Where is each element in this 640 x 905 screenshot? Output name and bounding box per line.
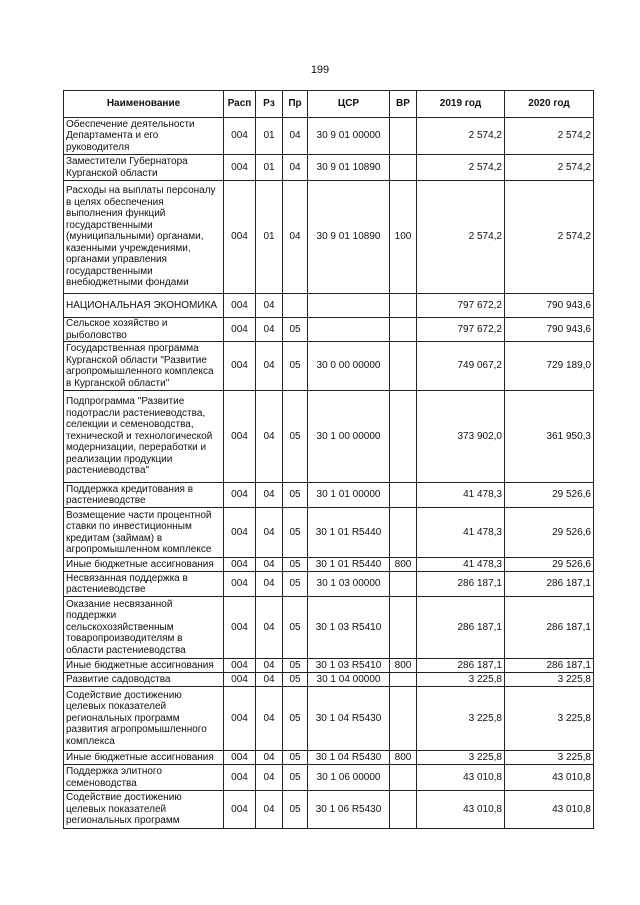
table-row: [64, 572, 594, 597]
row-2020: 3 225,8: [505, 673, 594, 687]
row-2020: 2 574,2: [505, 118, 594, 155]
table-row: [64, 558, 594, 572]
row-name: Сельское хозяйство и рыболовство: [64, 318, 224, 342]
row-name: Иные бюджетные ассигнования: [64, 751, 224, 765]
row-rz: 04: [256, 791, 283, 829]
row-2020: 43 010,8: [505, 765, 594, 791]
row-vr: [390, 342, 417, 391]
row-vr: [390, 118, 417, 155]
row-name: Государственная программа Курганской области "Развитие агропромышленного комплекса в Курганской области": [64, 342, 224, 391]
row-2019: 3 225,8: [417, 751, 505, 765]
row-vr: [390, 318, 417, 342]
row-rasp: 004: [224, 659, 256, 673]
row-rasp: 004: [224, 483, 256, 508]
row-vr: [390, 483, 417, 508]
row-rz: 01: [256, 118, 283, 155]
row-csr: 30 1 00 00000: [308, 391, 390, 483]
row-2019: 797 672,2: [417, 318, 505, 342]
row-pr: 05: [283, 508, 308, 558]
row-rasp: 004: [224, 508, 256, 558]
row-2019: 41 478,3: [417, 508, 505, 558]
row-2020: 286 187,1: [505, 659, 594, 673]
row-2019: 749 067,2: [417, 342, 505, 391]
row-2020: 2 574,2: [505, 181, 594, 294]
table-row: [64, 597, 594, 659]
header-rasp: Расп: [224, 91, 256, 118]
row-name: НАЦИОНАЛЬНАЯ ЭКОНОМИКА: [64, 294, 224, 318]
header-rz: Рз: [256, 91, 283, 118]
header-2019: 2019 год: [417, 91, 505, 118]
row-csr: 30 1 01 00000: [308, 483, 390, 508]
table-row: [64, 687, 594, 751]
row-pr: 05: [283, 558, 308, 572]
row-rz: 01: [256, 181, 283, 294]
row-rasp: 004: [224, 765, 256, 791]
row-pr: 05: [283, 765, 308, 791]
row-rasp: 004: [224, 597, 256, 659]
row-name: Иные бюджетные ассигнования: [64, 558, 224, 572]
row-pr: 04: [283, 155, 308, 181]
row-2019: 43 010,8: [417, 791, 505, 829]
row-csr: 30 0 00 00000: [308, 342, 390, 391]
row-vr: 800: [390, 751, 417, 765]
row-2019: 286 187,1: [417, 572, 505, 597]
row-2019: 286 187,1: [417, 659, 505, 673]
row-rasp: 004: [224, 391, 256, 483]
row-rz: 04: [256, 572, 283, 597]
row-2019: 286 187,1: [417, 597, 505, 659]
row-pr: 05: [283, 342, 308, 391]
row-rz: 04: [256, 765, 283, 791]
table-row: [64, 181, 594, 294]
row-vr: [390, 791, 417, 829]
row-csr: 30 1 03 R5410: [308, 597, 390, 659]
row-rz: 04: [256, 659, 283, 673]
row-rasp: 004: [224, 572, 256, 597]
row-pr: 05: [283, 751, 308, 765]
row-rz: 01: [256, 155, 283, 181]
row-rz: 04: [256, 751, 283, 765]
row-name: Обеспечение деятельности Департамента и его руководителя: [64, 118, 224, 155]
row-csr: 30 9 01 00000: [308, 118, 390, 155]
row-2020: 286 187,1: [505, 597, 594, 659]
row-rasp: 004: [224, 558, 256, 572]
row-2019: 41 478,3: [417, 558, 505, 572]
row-2019: 2 574,2: [417, 181, 505, 294]
row-pr: 05: [283, 483, 308, 508]
row-rz: 04: [256, 687, 283, 751]
row-vr: [390, 673, 417, 687]
table-row: [64, 765, 594, 791]
row-vr: 800: [390, 558, 417, 572]
row-pr: 05: [283, 572, 308, 597]
row-vr: [390, 765, 417, 791]
table-row: [64, 751, 594, 765]
row-vr: 800: [390, 659, 417, 673]
row-csr: [308, 318, 390, 342]
row-2020: 29 526,6: [505, 508, 594, 558]
row-pr: 05: [283, 659, 308, 673]
row-vr: [390, 687, 417, 751]
table-row: [64, 391, 594, 483]
table-row: [64, 659, 594, 673]
row-name: Содействие достижению целевых показателей региональных программ: [64, 791, 224, 829]
row-name: Заместители Губернатора Курганской области: [64, 155, 224, 181]
row-2019: 2 574,2: [417, 155, 505, 181]
row-name: Расходы на выплаты персоналу в целях обеспечения выполнения функций государственными (муниципальными) органами, казенными учреждениями, органами управления государственными внебюджетными фондами: [64, 181, 224, 294]
row-pr: 04: [283, 118, 308, 155]
row-rasp: 004: [224, 751, 256, 765]
row-name: Возмещение части процентной ставки по инвестиционным кредитам (займам) в агропромышленном комплексе: [64, 508, 224, 558]
row-name: Развитие садоводства: [64, 673, 224, 687]
header-csr: ЦСР: [308, 91, 390, 118]
row-pr: 05: [283, 318, 308, 342]
row-2019: 43 010,8: [417, 765, 505, 791]
row-rasp: 004: [224, 673, 256, 687]
row-pr: [283, 294, 308, 318]
row-2020: 3 225,8: [505, 751, 594, 765]
row-name: Содействие достижению целевых показателей региональных программ развития агропромышленного комплекса: [64, 687, 224, 751]
row-rz: 04: [256, 391, 283, 483]
table-row: [64, 155, 594, 181]
row-rz: 04: [256, 673, 283, 687]
row-csr: 30 9 01 10890: [308, 155, 390, 181]
row-2019: 2 574,2: [417, 118, 505, 155]
row-csr: 30 9 01 10890: [308, 181, 390, 294]
header-name: Наименование: [64, 91, 224, 118]
row-csr: [308, 294, 390, 318]
row-vr: [390, 508, 417, 558]
row-2019: 3 225,8: [417, 687, 505, 751]
row-csr: 30 1 04 00000: [308, 673, 390, 687]
table-row: [64, 318, 594, 342]
table-header: [64, 91, 594, 118]
row-rz: 04: [256, 483, 283, 508]
page-number: 199: [310, 64, 330, 76]
row-csr: 30 1 06 R5430: [308, 791, 390, 829]
row-pr: 05: [283, 673, 308, 687]
table-row: [64, 294, 594, 318]
row-vr: [390, 155, 417, 181]
row-csr: 30 1 04 R5430: [308, 687, 390, 751]
row-2020: 361 950,3: [505, 391, 594, 483]
row-2020: 43 010,8: [505, 791, 594, 829]
row-rasp: 004: [224, 181, 256, 294]
row-rasp: 004: [224, 294, 256, 318]
table-row: [64, 791, 594, 829]
row-2020: 790 943,6: [505, 294, 594, 318]
row-2020: 29 526,6: [505, 558, 594, 572]
row-name: Поддержка кредитования в растениеводстве: [64, 483, 224, 508]
row-pr: 04: [283, 181, 308, 294]
row-csr: 30 1 03 00000: [308, 572, 390, 597]
table-body: [64, 118, 594, 829]
table-row: [64, 483, 594, 508]
row-name: Оказание несвязанной поддержки сельскохозяйственным товаропроизводителям в области растениеводства: [64, 597, 224, 659]
table-row: [64, 673, 594, 687]
row-2019: 3 225,8: [417, 673, 505, 687]
row-rasp: 004: [224, 687, 256, 751]
header-pr: Пр: [283, 91, 308, 118]
row-rz: 04: [256, 342, 283, 391]
row-2019: 41 478,3: [417, 483, 505, 508]
row-2020: 286 187,1: [505, 572, 594, 597]
row-pr: 05: [283, 391, 308, 483]
row-name: Иные бюджетные ассигнования: [64, 659, 224, 673]
row-rz: 04: [256, 508, 283, 558]
row-2020: 2 574,2: [505, 155, 594, 181]
row-name: Поддержка элитного семеноводства: [64, 765, 224, 791]
row-vr: [390, 572, 417, 597]
budget-table: [63, 90, 594, 829]
row-rasp: 004: [224, 791, 256, 829]
row-vr: [390, 597, 417, 659]
row-csr: 30 1 01 R5440: [308, 558, 390, 572]
row-csr: 30 1 01 R5440: [308, 508, 390, 558]
row-csr: 30 1 06 00000: [308, 765, 390, 791]
table-row: [64, 118, 594, 155]
row-2020: 790 943,6: [505, 318, 594, 342]
row-vr: [390, 294, 417, 318]
row-csr: 30 1 04 R5430: [308, 751, 390, 765]
row-pr: 05: [283, 687, 308, 751]
row-2020: 29 526,6: [505, 483, 594, 508]
row-rz: 04: [256, 294, 283, 318]
row-2020: 729 189,0: [505, 342, 594, 391]
row-2020: 3 225,8: [505, 687, 594, 751]
row-rz: 04: [256, 597, 283, 659]
row-rasp: 004: [224, 155, 256, 181]
header-vr: ВР: [390, 91, 417, 118]
row-name: Несвязанная поддержка в растениеводстве: [64, 572, 224, 597]
header-row: [64, 91, 594, 118]
row-rz: 04: [256, 558, 283, 572]
row-name: Подпрограмма "Развитие подотрасли растениеводства, селекции и семеноводства, технической и технологической модернизации, переработки и реализации продукции растениеводства": [64, 391, 224, 483]
table-row: [64, 342, 594, 391]
row-csr: 30 1 03 R5410: [308, 659, 390, 673]
row-vr: [390, 391, 417, 483]
row-rasp: 004: [224, 118, 256, 155]
row-vr: 100: [390, 181, 417, 294]
row-2019: 373 902,0: [417, 391, 505, 483]
row-pr: 05: [283, 791, 308, 829]
row-rasp: 004: [224, 318, 256, 342]
table-row: [64, 508, 594, 558]
row-rasp: 004: [224, 342, 256, 391]
header-2020: 2020 год: [505, 91, 594, 118]
row-pr: 05: [283, 597, 308, 659]
row-2019: 797 672,2: [417, 294, 505, 318]
row-rz: 04: [256, 318, 283, 342]
